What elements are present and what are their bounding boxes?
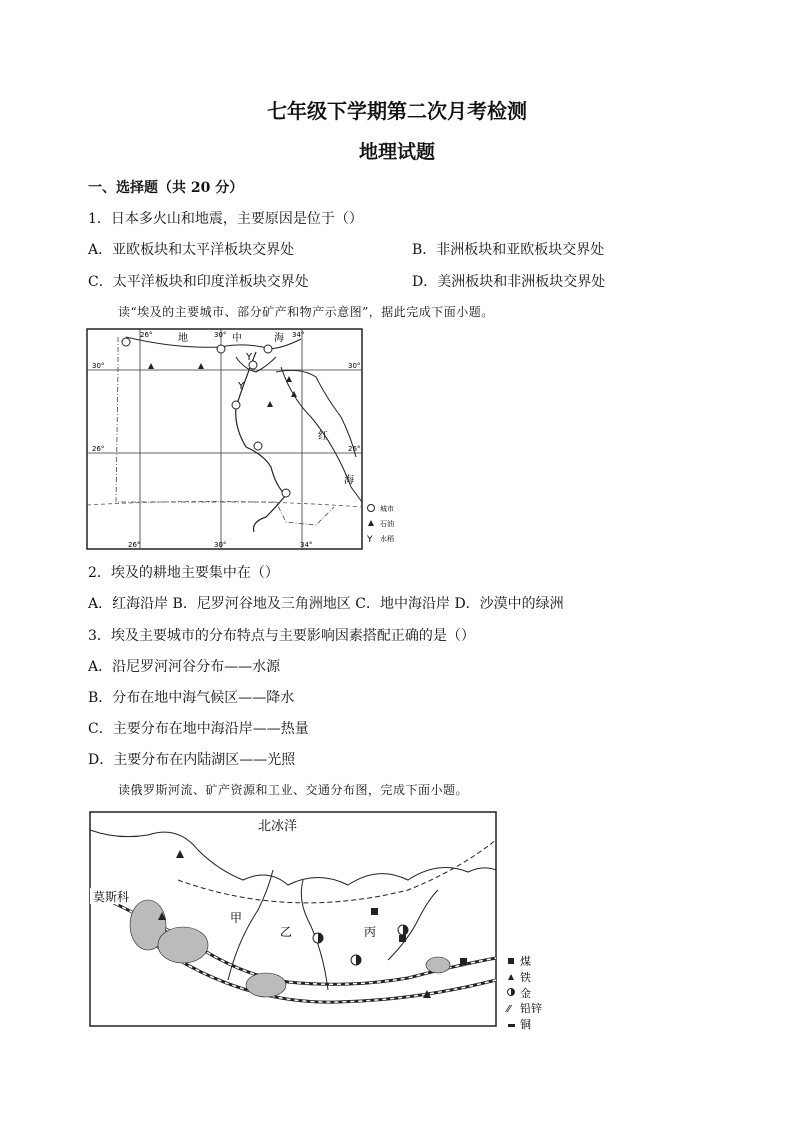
lon-label: 30°: [214, 331, 227, 339]
ocean-label: 北冰洋: [258, 819, 298, 834]
legend-label: 煤: [520, 955, 531, 968]
sea-label: 红: [318, 431, 328, 442]
egypt-map-note: 读“埃及的主要城市、部分矿产和物产示意图”，据此完成下面小题。: [118, 305, 494, 319]
industrial-area: [158, 927, 208, 963]
page-subtitle: 地理试题: [358, 141, 435, 163]
legend-city-icon: [368, 505, 375, 512]
q3-option-c: C．主要分布在地中海沿岸——热量: [88, 721, 309, 737]
industrial-area: [426, 957, 450, 973]
sea-label: 中: [232, 333, 242, 344]
q1-option-c: C．太平洋板块和印度洋板块交界处: [88, 274, 309, 290]
city-dot: [217, 345, 225, 353]
russia-map: [88, 810, 548, 1032]
rice-icon: Y: [238, 381, 245, 392]
legend-label: 铅锌: [520, 1002, 542, 1015]
lon-label: 26°: [140, 331, 153, 339]
lon-label: 34°: [300, 541, 313, 549]
industrial-area: [246, 973, 286, 997]
egypt-map: [86, 327, 526, 552]
city-dot: [282, 489, 290, 497]
city-dot: [254, 442, 262, 450]
legend-label: 金: [520, 987, 531, 1000]
sea-label: 海: [274, 333, 284, 344]
q1-option-a: A．亚欧板块和太平洋板块交界处: [88, 242, 295, 258]
coal-icon: [460, 958, 467, 965]
page-title: 七年级下学期第二次月考检测: [267, 99, 527, 123]
legend-label: 铁: [520, 971, 531, 984]
lat-label: 26°: [348, 445, 361, 453]
rice-icon: Y: [246, 352, 253, 363]
legend-leadzinc-icon: ⁄⁄: [507, 1004, 511, 1015]
city-dot: [264, 345, 272, 353]
lon-label: 26°: [128, 541, 141, 549]
russia-map-note: 读俄罗斯河流、矿产资源和工业、交通分布图，完成下面小题。: [118, 783, 469, 797]
q1-option-b: B．非洲板块和亚欧板块交界处: [412, 242, 605, 258]
q3-option-b: B．分布在地中海气候区——降水: [88, 690, 295, 706]
q2-stem: 2．埃及的耕地主要集中在（）: [88, 565, 279, 581]
legend-label: 城市: [380, 505, 394, 513]
legend-oil-icon: [368, 520, 374, 526]
legend-rice-icon: Y: [367, 535, 373, 545]
legend-copper-icon: [508, 1024, 515, 1027]
sea-label: 地: [178, 333, 188, 344]
moscow-label: 莫斯科: [93, 890, 130, 904]
region-jia: 甲: [230, 911, 243, 925]
q3-option-a: A．沿尼罗河河谷分布——水源: [88, 659, 281, 675]
legend-iron-icon: [508, 974, 514, 980]
lat-label: 26°: [92, 445, 105, 453]
coal-icon: [371, 908, 378, 915]
section-heading: 一、选择题（共 20 分）: [88, 180, 244, 196]
legend-coal-icon: [508, 958, 514, 964]
legend-label: 铜: [520, 1018, 531, 1031]
lon-label: 30°: [214, 541, 227, 549]
legend-label: 水稻: [380, 535, 394, 543]
city-dot: [232, 401, 240, 409]
legend-label: 石油: [380, 520, 394, 528]
city-dot: [122, 338, 130, 346]
q3-option-d: D．主要分布在内陆湖区——光照: [88, 752, 296, 768]
coal-icon: [399, 935, 406, 942]
lon-label: 34°: [292, 331, 305, 339]
lat-label: 30°: [348, 362, 361, 370]
q1-stem: 1．日本多火山和地震，主要原因是位于（）: [88, 211, 363, 227]
sea-label: 海: [344, 475, 354, 486]
lat-label: 30°: [92, 362, 105, 370]
region-yi: 乙: [280, 925, 293, 939]
q2-options: A．红海沿岸 B．尼罗河谷地及三角洲地区 C．地中海沿岸 D．沙漠中的绿洲: [88, 596, 564, 612]
region-bing: 丙: [364, 925, 377, 939]
q1-option-d: D．美洲板块和非洲板块交界处: [412, 274, 606, 290]
q3-stem: 3．埃及主要城市的分布特点与主要影响因素搭配正确的是（）: [88, 628, 475, 644]
